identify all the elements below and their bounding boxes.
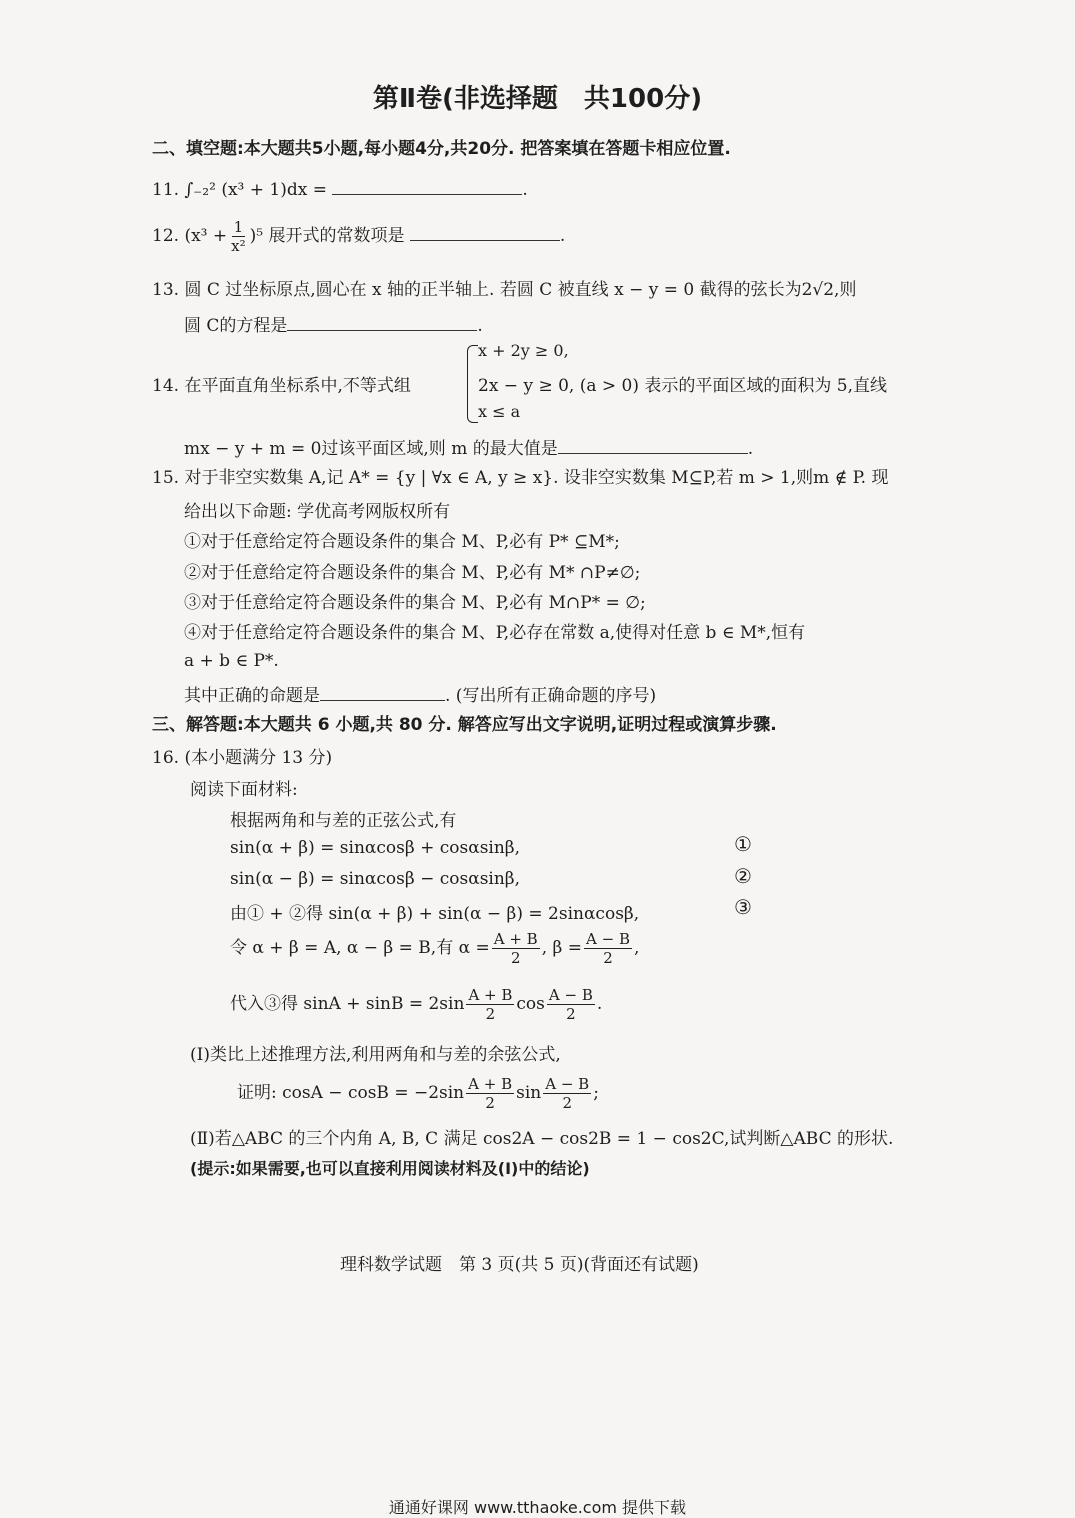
q11-number: 11.	[152, 180, 180, 200]
q12-number: 12.	[152, 226, 180, 246]
frac-num: A + B	[468, 1075, 513, 1093]
q16-marker-1: ①	[734, 832, 752, 856]
q14-answer-blank	[558, 437, 748, 454]
q15-proposition-4: ④对于任意给定符合题设条件的集合 M、P,必存在常数 a,使得对任意 b ∈ M*,恒有	[184, 623, 806, 643]
q11-expression: ∫₋₂² (x³ + 1)dx =	[184, 180, 327, 200]
proof-sum-fraction	[466, 1075, 514, 1112]
q16-line6-pre: 代入③得 sinA + sinB = 2sin	[230, 994, 465, 1014]
q16-line5-pre: 令 α + β = A, α − β = B,有 α =	[230, 938, 490, 958]
frac-num: A − B	[545, 1075, 590, 1093]
q12-frac-den: x²	[231, 237, 246, 255]
frac-num: A − B	[548, 986, 593, 1004]
q16-hint: (提示:如果需要,也可以直接利用阅读材料及(Ⅰ)中的结论)	[190, 1159, 590, 1178]
q15-answer-blank	[320, 684, 445, 701]
q12-expr-post: )⁵ 展开式的常数项是	[249, 226, 405, 246]
frac-num: A − B	[586, 930, 630, 948]
q16-line-4: 由① + ②得 sin(α + β) + sin(α − β) = 2sinαcosβ,	[230, 904, 640, 924]
q14-system-line1: x + 2y ≥ 0,	[478, 341, 569, 360]
q16-proof-end: ;	[593, 1083, 599, 1103]
q16-line-2: sin(α + β) = sinαcosβ + cosαsinβ,	[230, 838, 521, 858]
q16-proof-pre: 证明: cosA − cosB = −2sin	[237, 1083, 465, 1103]
q16-part-1: (Ⅰ)类比上述推理方法,利用两角和与差的余弦公式,	[190, 1045, 561, 1065]
page-title: 第Ⅱ卷(非选择题 共100分)	[372, 84, 703, 114]
frac-num: A + B	[468, 986, 513, 1004]
frac-den: 2	[562, 1094, 572, 1112]
q12-frac-num: 1	[233, 218, 244, 236]
alpha-fraction	[492, 930, 540, 967]
q12-expr-pre: (x³ +	[184, 226, 228, 246]
question-11	[152, 178, 528, 200]
q16-heading: 16. (本小题满分 13 分)	[152, 748, 333, 768]
q15-answer-note: . (写出所有正确命题的序号)	[445, 686, 657, 706]
q12-answer-blank	[410, 224, 560, 241]
q16-line5-mid: , β =	[541, 938, 583, 958]
frac-den: 2	[603, 949, 613, 967]
q13-end: .	[477, 316, 483, 336]
q16-line-6	[230, 986, 602, 1023]
q11-end: .	[522, 180, 528, 200]
q14-system-line2: 2x − y ≥ 0, (a > 0) 表示的平面区域的面积为 5,直线	[478, 376, 888, 396]
q15-proposition-4-cont: a + b ∈ P*.	[184, 651, 279, 671]
q14-prefix: 14. 在平面直角坐标系中,不等式组	[152, 376, 411, 396]
proof-diff-fraction	[543, 1075, 591, 1112]
q15-proposition-1: ①对于任意给定符合题设条件的集合 M、P,必有 P* ⊆M*;	[184, 532, 620, 552]
question-15-line2: 给出以下命题: 学优高考网版权所有	[184, 502, 451, 522]
page-footer: 理科数学试题 第 3 页(共 5 页)(背面还有试题)	[340, 1255, 699, 1275]
q16-proof-mid: sin	[516, 1083, 542, 1103]
q14-system-brace	[467, 345, 478, 423]
diff-fraction	[547, 986, 595, 1023]
q16-line-1: 根据两角和与差的正弦公式,有	[230, 811, 457, 831]
sum-fraction	[466, 986, 514, 1023]
q16-part-1-proof	[237, 1075, 599, 1112]
question-14-line2	[184, 434, 753, 459]
q13-prompt: 圆 C的方程是	[184, 316, 288, 336]
q13-answer-blank	[287, 314, 477, 331]
frac-den: 2	[566, 1005, 576, 1023]
section-2-header: 二、填空题:本大题共5小题,每小题4分,共20分. 把答案填在答题卡相应位置.	[152, 139, 731, 159]
frac-den: 2	[485, 1005, 496, 1023]
q16-read-material: 阅读下面材料:	[190, 780, 298, 800]
beta-fraction	[584, 930, 632, 967]
q16-line5-end: ,	[633, 938, 640, 958]
q12-end: .	[559, 226, 566, 246]
q16-line-3: sin(α − β) = sinαcosβ − cosαsinβ,	[230, 869, 521, 889]
section-3-header: 三、解答题:本大题共 6 小题,共 80 分. 解答应写出文字说明,证明过程或演算步骤.	[152, 715, 777, 735]
frac-den: 2	[510, 949, 521, 967]
q14-prompt: mx − y + m = 0过该平面区域,则 m 的最大值是	[184, 439, 558, 459]
q14-end: .	[747, 439, 754, 459]
question-13-line1: 13. 圆 C 过坐标原点,圆心在 x 轴的正半轴上. 若圆 C 被直线 x − y = 0 截得的弦长为2√2,则	[152, 280, 857, 300]
q15-proposition-3: ③对于任意给定符合题设条件的集合 M、P,必有 M∩P* = ∅;	[184, 593, 646, 613]
frac-num: A + B	[493, 930, 538, 948]
q16-line6-mid: cos	[516, 994, 545, 1014]
download-source-note: 通通好课网 www.tthaoke.com 提供下载	[388, 1498, 687, 1517]
q15-answer-line	[184, 681, 656, 706]
q15-proposition-2: ②对于任意给定符合题设条件的集合 M、P,必有 M* ∩P≠∅;	[184, 563, 641, 583]
question-13-line2	[184, 311, 483, 336]
q11-answer-blank	[332, 178, 522, 195]
q16-marker-2: ②	[734, 864, 752, 888]
q16-line-5	[230, 930, 639, 967]
q16-marker-3: ③	[734, 895, 752, 919]
question-15-line1: 15. 对于非空实数集 A,记 A* = {y | ∀x ∈ A, y ≥ x}. 设非空实数集 M⊆P,若 m > 1,则m ∉ P. 现	[152, 468, 889, 488]
q15-answer-prompt: 其中正确的命题是	[184, 686, 320, 706]
q16-line6-end: .	[596, 994, 603, 1014]
q16-part-2: (Ⅱ)若△ABC 的三个内角 A, B, C 满足 cos2A − cos2B = 1 − cos2C,试判断△ABC 的形状.	[190, 1129, 894, 1149]
question-12	[152, 218, 565, 255]
q14-system-line3: x ≤ a	[478, 402, 521, 421]
frac-den: 2	[485, 1094, 495, 1112]
q12-fraction	[229, 218, 247, 255]
